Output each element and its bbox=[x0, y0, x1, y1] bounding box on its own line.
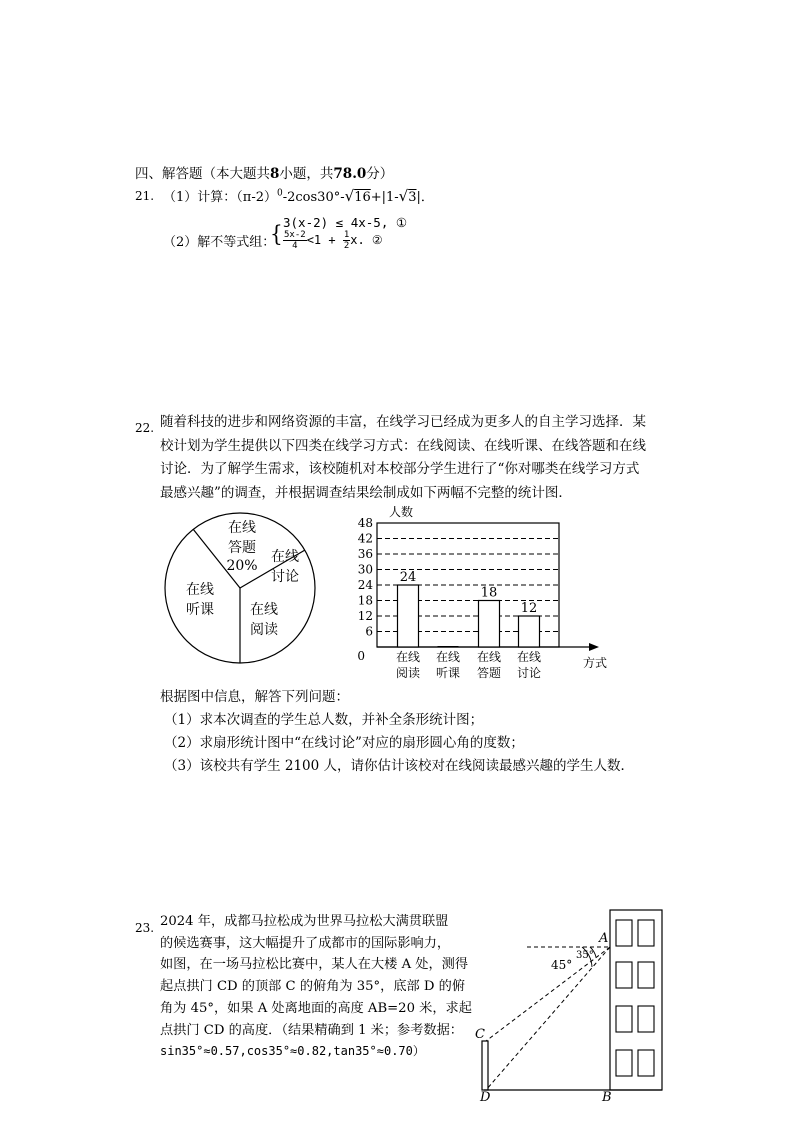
y-tick-label: 36 bbox=[357, 547, 373, 561]
bar-value-label: 12 bbox=[520, 601, 538, 616]
arch-cd bbox=[482, 1041, 488, 1090]
pie-label-answer: 答题 bbox=[228, 540, 256, 556]
bar bbox=[519, 616, 540, 647]
y-tick-label: 24 bbox=[357, 578, 373, 592]
pie-label-read: 阅读 bbox=[250, 622, 278, 638]
pie-chart bbox=[160, 512, 330, 667]
q21-part1-a: -2） bbox=[251, 190, 277, 205]
x-axis-arrow-icon bbox=[589, 643, 599, 651]
q22-line: 讨论．为了解学生需求，该校随机对本校部分学生进行了“你对哪类在线学习方式 bbox=[160, 461, 640, 478]
q21-number: 21. bbox=[135, 189, 155, 203]
y-tick-label: 6 bbox=[365, 624, 373, 639]
section-title-end: 分） bbox=[366, 166, 394, 182]
exponent-zero: 0 bbox=[277, 188, 283, 199]
q23-line: 如图，在一场马拉松比赛中，某人在大楼 A 处，测得 bbox=[160, 957, 469, 973]
bar-value-label: 24 bbox=[399, 570, 417, 585]
q22-line: 随着科技的进步和网络资源的丰富，在线学习已经成为更多人的自主学习选择．某 bbox=[160, 414, 646, 430]
total-score: 78.0 bbox=[333, 166, 367, 182]
y-tick-label: 12 bbox=[357, 609, 373, 623]
q22-stem bbox=[160, 411, 690, 505]
angle-35-label: 35° bbox=[576, 950, 594, 961]
q23-line: 2024 年，成都马拉松成为世界马拉松大满贯联盟 bbox=[160, 914, 449, 929]
q23-stem bbox=[160, 911, 472, 1063]
pie-label-answer-percent: 20% bbox=[226, 558, 258, 574]
y-tick-label: 18 bbox=[357, 593, 373, 608]
point-b-label: B bbox=[602, 1090, 612, 1105]
q21-part1 bbox=[163, 186, 434, 205]
bar-chart bbox=[355, 500, 615, 686]
bar-value-label: 18 bbox=[480, 585, 498, 601]
inequality-2-mid: <1 + bbox=[306, 233, 336, 247]
q21-part2-prefix: （2）解不等式组： bbox=[163, 235, 276, 250]
angle-45-label: 45° bbox=[551, 958, 573, 972]
q23-line: 的候选赛事，这大幅提升了成都市的国际影响力， bbox=[160, 935, 451, 951]
q22-question-1: （1）求本次调查的学生总人数，并补全条形统计图； bbox=[164, 712, 484, 728]
x-tick-label: 阅读 bbox=[395, 666, 421, 680]
section-title-mid: 小题，共 bbox=[279, 166, 334, 182]
bar bbox=[479, 601, 500, 648]
pie-label-read: 在线 bbox=[250, 602, 278, 618]
q23-line: 角为 45°，如果 A 处离地面的高度 AB=20 米，求起 bbox=[160, 1000, 472, 1016]
x-tick-label: 在线 bbox=[476, 650, 502, 664]
q23-line-reference: sin35°≈0.57,cos35°≈0.82,tan35°≈0.70） bbox=[160, 1044, 425, 1059]
inequality-2-end: x. ② bbox=[350, 233, 383, 247]
sqrt-16: 16 bbox=[354, 190, 371, 205]
pie-label-discuss: 在线 bbox=[271, 549, 299, 565]
q21-part1-prefix: （1）计算：（ bbox=[163, 190, 243, 205]
point-c-label: C bbox=[475, 1027, 485, 1042]
brace-icon: { bbox=[270, 220, 283, 248]
q21-part1-d: |． bbox=[416, 190, 434, 205]
x-tick-label: 在线 bbox=[516, 650, 542, 664]
pie-label-discuss: 讨论 bbox=[271, 569, 299, 585]
y-tick-label: 48 bbox=[357, 516, 373, 530]
y-tick-label: 42 bbox=[357, 531, 373, 546]
q21-part1-c: +|1- bbox=[370, 190, 399, 205]
point-a-label: A bbox=[599, 931, 609, 946]
sqrt-icon: √ bbox=[398, 187, 409, 205]
q22-number: 22. bbox=[135, 421, 155, 435]
q22-line: 最感兴趣”的调查，并根据调查结果绘制成如下两幅不完整的统计图． bbox=[160, 484, 572, 501]
inequality-1: 3(x-2) ≤ 4x-5, ① bbox=[283, 215, 408, 230]
section-header bbox=[135, 162, 393, 182]
pie-label-listen: 在线 bbox=[186, 582, 214, 598]
x-axis-label: 方式 bbox=[583, 656, 608, 670]
q22-question-3: （3）该校共有学生 2100 人，请你估计该校对在线阅读最感兴趣的学生人数． bbox=[164, 758, 635, 774]
point-d-label: D bbox=[480, 1090, 491, 1105]
sight-line-ad bbox=[486, 947, 610, 1090]
inequality-2 bbox=[283, 230, 383, 251]
q22-question-2: （2）求扇形统计图中“在线讨论”对应的扇形圆心角的度数； bbox=[164, 735, 524, 751]
question-count: 8 bbox=[270, 166, 280, 182]
y-axis-label: 人数 bbox=[389, 505, 414, 519]
x-tick-label: 听课 bbox=[435, 666, 461, 680]
fraction-5x-2-over-4: $\frac{5x-2}{4}$ bbox=[284, 230, 306, 251]
building-figure bbox=[472, 905, 672, 1105]
pie-label-listen: 听课 bbox=[186, 602, 214, 618]
x-tick-label: 在线 bbox=[395, 650, 421, 664]
q23-line: 点拱门 CD 的高度．（结果精确到 1 米；参考数据： bbox=[160, 1022, 463, 1038]
x-tick-label: 答题 bbox=[476, 666, 502, 680]
building-windows bbox=[616, 920, 654, 1076]
bar bbox=[398, 585, 419, 647]
section-title: 四、解答题（本大题共 bbox=[135, 166, 270, 182]
sqrt-icon: √ bbox=[344, 187, 355, 205]
pi-symbol: π bbox=[242, 190, 252, 205]
pie-label-answer: 在线 bbox=[228, 520, 256, 536]
y-tick-label: 30 bbox=[357, 562, 373, 577]
fraction-half: $\frac{1}{2}$ bbox=[343, 230, 350, 251]
q22-question-intro: 根据图中信息，解答下列问题： bbox=[160, 689, 349, 705]
q22-questions bbox=[160, 686, 634, 778]
x-tick-label: 讨论 bbox=[516, 666, 542, 680]
q23-number: 23. bbox=[135, 921, 155, 935]
q23-line: 起点拱门 CD 的顶部 C 的俯角为 35°，底部 D 的俯 bbox=[160, 979, 466, 995]
sqrt-3: 3 bbox=[408, 190, 417, 205]
q22-line: 校计划为学生提供以下四类在线学习方式：在线阅读、在线听课、在线答题和在线 bbox=[160, 437, 646, 454]
x-tick-label: 在线 bbox=[435, 650, 461, 664]
origin-label: 0 bbox=[357, 649, 365, 663]
q21-part1-b: -2cos30°- bbox=[282, 190, 345, 205]
